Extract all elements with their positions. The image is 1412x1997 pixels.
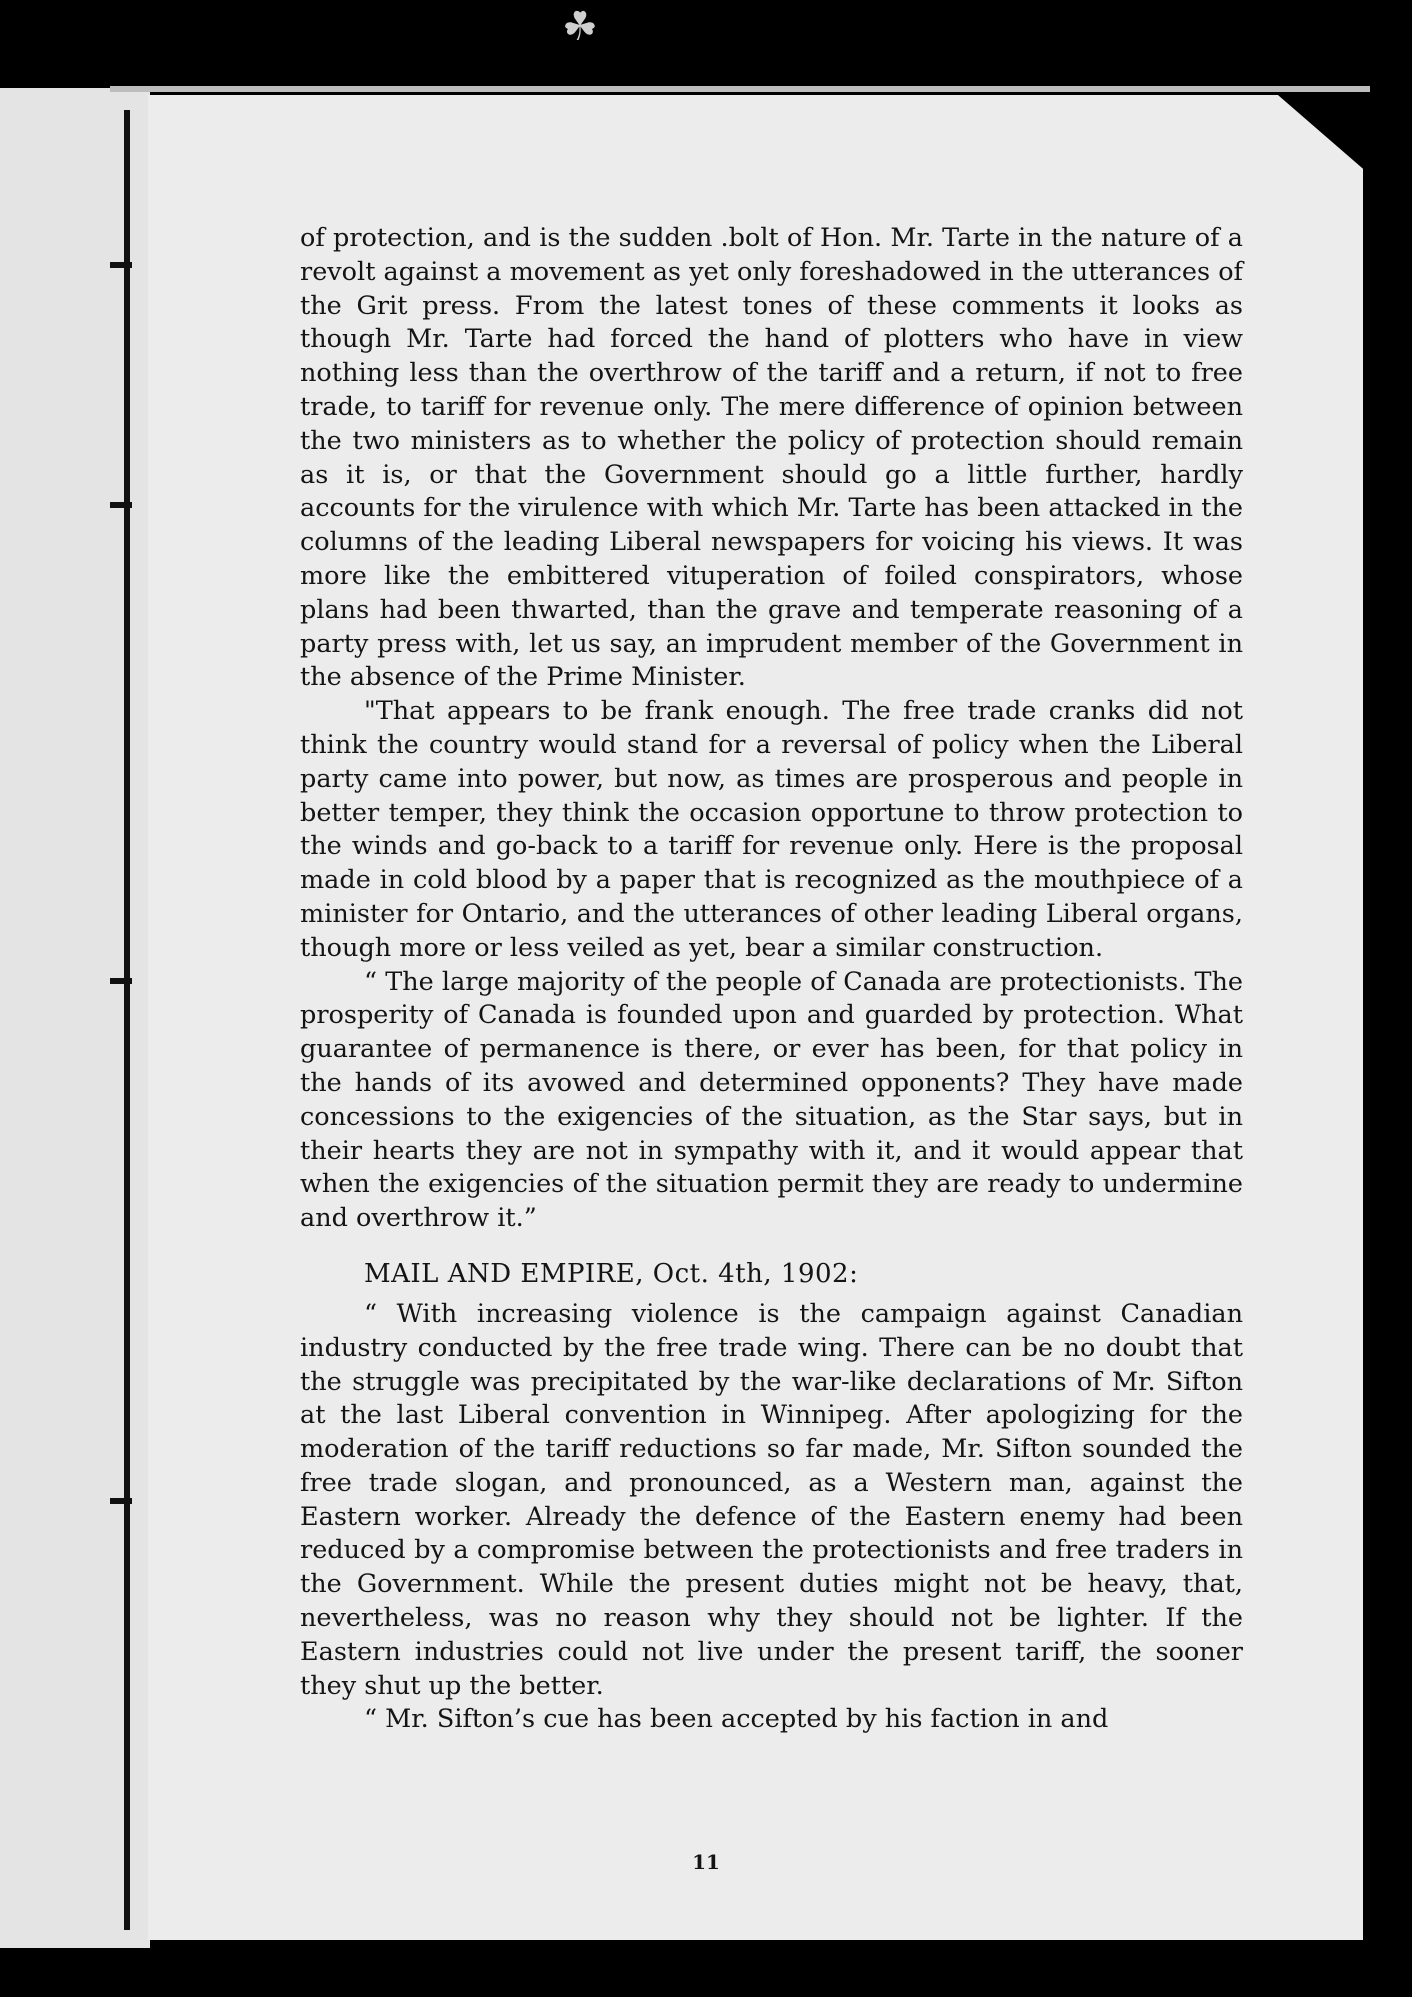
page-top-edge — [110, 86, 1370, 92]
stitch-mark — [110, 502, 132, 508]
body-text — [300, 222, 1243, 1737]
stitch-mark — [110, 262, 132, 268]
page-number: 11 — [692, 1850, 720, 1874]
binding-stitch — [124, 110, 130, 1930]
paragraph: “ The large majority of the people of Canada are protectionists. The prosperity of Canada is founded upon and guarded by protection. What guarantee of permanence is there, or ever has been, for that policy in the hands of its avowed and determined opponents? They have made concessions to the exigencies of the situation, as the Star says, but in their hearts they are not in sympathy with it, and it would appear that when the exigencies of the situation permit they are ready to undermine and overthrow it.” — [300, 966, 1243, 1234]
paragraph: “ Mr. Sifton’s cue has been accepted by his faction in and — [364, 1704, 1109, 1735]
stitch-mark — [110, 978, 132, 984]
paragraph: "That appears to be frank enough. The free trade cranks did not think the country would stand for a reversal of policy when the Liberal party came into power, but now, as times are prosperous and people in better temper, they think the occasion opportune to throw protection to the winds and go-back to a tariff for revenue only. Here is the proposal made in cold blood by a paper that is recognized as the mouthpiece of a minister for Ontario, and the utterances of other leading Liberal organs, though more or less veiled as yet, bear a similar construction. — [300, 696, 1243, 963]
stitch-mark — [110, 1498, 132, 1504]
paragraph: “ With increasing violence is the campaign against Canadian industry conducted by the free trade wing. There can be no doubt that the struggle was precipitated by the war-like declarations of Mr. Sifton at the last Liberal convention in Winnipeg. After apologizing for the moderation of the tariff reductions so far made, Mr. Sifton sounded the free trade slogan, and pronounced, as a Western man, against the Eastern worker. Already the defence of the Eastern enemy had been reduced by a compromise between the protectionists and free traders in the Government. While the present duties might not be heavy, that, nevertheless, was no reason why they should not be lighter. If the Eastern industries could not live under the present tariff, the sooner they shut up the better. — [300, 1298, 1243, 1701]
section-heading: MAIL AND EMPIRE, Oct. 4th, 1902: — [364, 1258, 859, 1289]
ink-blot-mark: ☘ — [562, 4, 598, 50]
paragraph: of protection, and is the sudden .bolt of Hon. Mr. Tarte in the nature of a revolt against a movement as yet only foreshadowed in the utterances of the Grit press. From the latest tones of these comments it looks as though Mr. Tarte had forced the hand of plotters who have in view nothing less than the overthrow of the tariff and a return, if not to free trade, to tariff for revenue only. The mere difference of opinion between the two ministers as to whether the policy of protection should remain as it is, or that the Government should go a little further, hardly accounts for the virulence with which Mr. Tarte has been attacked in the columns of the leading Liberal newspapers for voicing his views. It was more like the embittered vituperation of foiled conspirators, whose plans had been thwarted, than the grave and temperate reasoning of a party press with, let us say, an imprudent member of the Government in the absence of the Prime Minister. — [300, 223, 1243, 693]
